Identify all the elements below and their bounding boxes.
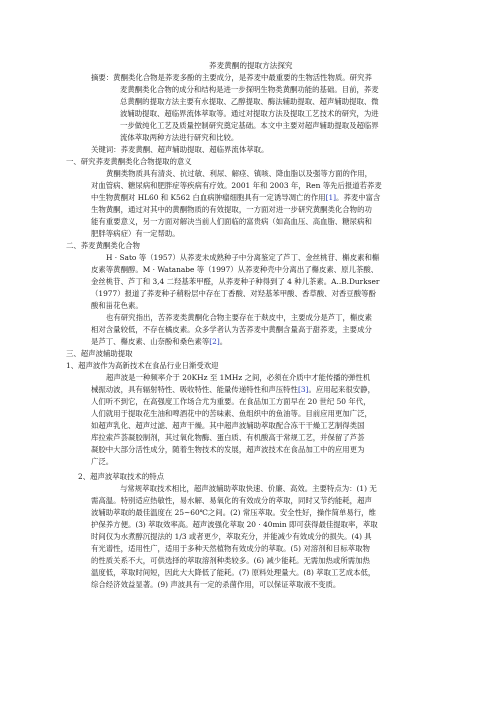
paragraph-line: 时间仅为水煮醇沉提法的 1/3 或者更少，萃取充分，并能减少有效成分的损失。(4) 具 bbox=[91, 531, 372, 541]
paragraph-line: 能有重要意义，另一方面对解决当前人们面临的富贵病（如高血压、高血脂、糖尿病和 bbox=[91, 216, 372, 226]
paragraph-line: 如超声乳化、超声过滤、超声干燥。其中超声波辅助萃取配合冻干干燥工艺制得类国 bbox=[91, 420, 365, 430]
paragraph-line: 皮素等黄酮醇。M · Watanabe 等（1997）从荞麦种壳中分离出了槲皮素、原儿茶酸、 bbox=[91, 264, 379, 274]
paragraph-line: 金丝桃苷、芦丁和 3,4 二羟基苯甲醛，从荞麦种子种得到了 4 种儿茶素。A..B.Durkser bbox=[91, 276, 380, 286]
section-heading-3: 三、超声波辅助提取 bbox=[66, 348, 133, 358]
paragraph-line: （1977）报道了荞麦种子稍粉层中存在丁香酸、对羟基苯甲酸、香草酸、对香豆酸等酚 bbox=[91, 288, 376, 298]
paragraph-line: 械振动波，具有辐射特性、吸收特性、能量传递特性和声压特性[3]。应用起来很安静， bbox=[91, 384, 375, 394]
paragraph-line: 人们听不到它，在高强度工作场合尤为重要。在食品加工方面早在 20 世纪 50 年代， bbox=[91, 396, 371, 406]
doc-title: 荞麦黄酮的提取方法探究 bbox=[209, 60, 293, 70]
paragraph-line: 相对含量较低，不存在橘皮素。众多学者认为苦荞麦中黄酮含量高于甜荞麦，主要成分 bbox=[91, 324, 372, 334]
paragraph-line: 温度低，萃取时间短，因此大大降低了能耗。(7) 原料处理量大。(8) 萃取工艺成本低， bbox=[91, 567, 376, 577]
abstract-line: 麦黄酮类化合物的成分和结构是进一步探明生物类黄酮功能的基础。目前，荞麦 bbox=[120, 84, 379, 94]
paragraph-line: 生物黄酮，通过对其中的黄酮物质的有效提取，一方面对进一步研究黄酮类化合物的功 bbox=[91, 204, 372, 214]
citation-link[interactable]: [2] bbox=[209, 336, 220, 346]
paragraph-line: 人们就用于提取花生油和啤酒花中的苦味素、鱼组织中的鱼油等。目前应用更加广泛， bbox=[91, 408, 372, 418]
abstract-line: 流体萃取两种方法进行研究和比较。 bbox=[120, 132, 239, 142]
paragraph-line: 护保养方便。(3) 萃取效率高。超声波强化萃取 20 · 40min 即可获得最佳提取率，萃取 bbox=[91, 519, 378, 529]
paragraph-line: 波辅助萃取的最佳温度在 25~60℃之间。(2) 常压萃取。安全性好，操作简单易行，维 bbox=[91, 507, 376, 517]
keywords: 关键词：荞麦黄酮、超声辅助提取、超临界流体萃取。 bbox=[91, 144, 269, 154]
paragraph-line: 中生物黄酮对 HL60 和 K562 白血病肿瘤细胞具有一定诱导凋亡的作用[1]。荞麦中富含 bbox=[91, 192, 381, 202]
abstract-line: 摘要：黄酮类化合物是荞麦多酚的主要成分，是荞麦中最重要的生物活性物质。研究荞 bbox=[91, 72, 372, 82]
paragraph-line: 黄酮类物质具有清炎、抗过敏、利尿、解痉、镇咳、降血脂以及强等方面的作用， bbox=[106, 168, 373, 178]
abstract-line: 总黄酮的提取方法主要有水提取、乙醇提取、酶法辅助提取、超声辅助提取、微 bbox=[120, 96, 379, 106]
paragraph-line: 对血管病、糖尿病和肥胖症等疾病有疗效。2001 年和 2003 年，Ren 等先后报道若荞麦 bbox=[91, 180, 382, 190]
paragraph-line: 酸和甾花色素。 bbox=[91, 300, 143, 310]
paragraph-line: 有光谱性，适用性广，适用于多种天然植物有效成分的萃取。(5) 对溶剂和目标萃取物 bbox=[91, 543, 370, 553]
paragraph-line: 肥胖等病症）有一定帮助。 bbox=[91, 228, 180, 238]
abstract-line: 一步做纯化工艺及质量控制研究奠定基础。本文中主要对超声辅助提取及超临界 bbox=[120, 120, 379, 130]
subsection-heading-2: 2、超声波萃取技术的特点 bbox=[78, 471, 165, 481]
paragraph-line: 的性质关系不大，可供选择的萃取溶剂种类较多。(6) 减少能耗。无需加热或所需加热 bbox=[91, 555, 370, 565]
paragraph-line: 需高温。特别适应热敏性，易水解、易氧化的有效成分的萃取，同时又节约能耗，超声 bbox=[91, 495, 372, 505]
section-heading-2: 二、荞麦黄酮类化合物 bbox=[66, 240, 140, 250]
paragraph-line: 综合经济效益显著。(9) 声波具有一定的杀菌作用，可以保证萃取液不变质。 bbox=[91, 579, 341, 589]
paragraph-line: 超声波是一种频率介于 20KHz 至 1MHz 之间，必须在介质中才能传播的弹性机 bbox=[106, 372, 371, 382]
paragraph-line: 库拉索芦荟凝胶制剂，其过氧化物酶、蛋白质、有机酸高于常规工艺，并保留了芦荟 bbox=[91, 432, 365, 442]
paragraph-line: 也有研究指出，苦荞麦类黄酮化合物主要存在于麸皮中，主要成分是芦丁，槲皮素 bbox=[106, 312, 373, 322]
paragraph-line: 是芦丁、槲皮素、山奈酚和桑色素等[2]。 bbox=[91, 336, 228, 346]
subsection-heading-1: 1、超声波作为高新技术在食品行业日渐受欢迎 bbox=[66, 360, 219, 370]
citation-link[interactable]: [1] bbox=[325, 192, 337, 202]
citation-link[interactable]: [3] bbox=[297, 384, 309, 394]
paragraph-line: H · Sato 等（1957）从荞麦未成熟种子中分离鉴定了芦丁、金丝桃苷、槲皮素和槲 bbox=[106, 252, 380, 262]
abstract-line: 波辅助提取、超临界流体萃取等。通过对提取方法及提取工艺技术的研究，为进 bbox=[120, 108, 379, 118]
section-heading-1: 一、研究荞麦黄酮类化合物提取的意义 bbox=[66, 156, 192, 166]
paragraph-line: 广泛。 bbox=[91, 456, 114, 466]
paragraph-line: 凝胶中大部分活性成分，随着生物技术的发展，超声波技术在食品加工中的应用更为 bbox=[91, 444, 365, 454]
paragraph-line: 与常规萃取技术相比，超声波辅助萃取快速、价廉、高效。主要特点为：(1) 无 bbox=[120, 483, 377, 493]
